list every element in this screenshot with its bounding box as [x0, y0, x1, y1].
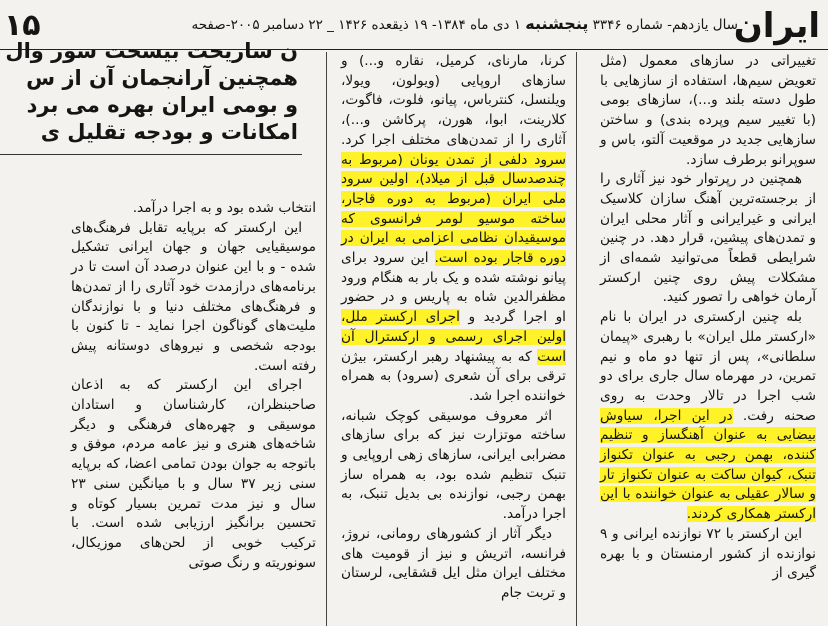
article-column-2 — [341, 52, 566, 604]
issue-date: ۱ دی ماه ۱۳۸۴- ۱۹ ذیقعده ۱۴۲۶ _ ۲۲ دسامبر ۲۰۰۵-صفحه — [191, 17, 521, 33]
paragraph: این ارکستر که برپایه تقابل فرهنگ‌های موسیقیایی جهان و جهان ایرانی تشکیل شده - و با این عنوان درصدد آن است تا در برنامه‌های درازمدت خود آثاری را از تمدن‌ها و فرهنگ‌های مختلف دنیا و با نوازندگان ملیت‌های گوناگون اجرا نماید - تا کنون با بودجه شخصی و نیروهای دوستانه پیش رفته است. — [71, 219, 316, 374]
highlighted-text: اجرای ارکستر ملل، اولین اجرای رسمی و ارکسترال آن است — [341, 309, 566, 365]
paragraph: اجرای این ارکستر که به اذعان صاحبنظران، کارشناسان و استادان موسیقی و چهره‌های فرهنگی و دیگر شاخه‌های هنری و نیز عامه مردم، موفق و باتوجه به جوان بودن تمامی اعضا، که برپایه سنی زیر ۳۷ سال و با میانگین سنی ۲۳ سال و نیز مدت تمرین بسیار کوتاه و تحسین برانگیز ارزیابی شده است. با ترکیب خوبی از لحن‌های موزیکال، سونوریته و رنگ صوتی — [71, 377, 317, 571]
column-divider — [576, 52, 577, 626]
paragraph: تغییراتی در سازهای معمول (مثل تعویض سیم‌ها، استفاده از سازهایی با طول دسته بلند و...)، سازهای بومی (با تغییر سیم وپرده بندی) و ساختن سازهایی جدید در موقعیت آلتو، باس و سوپرانو برطرف سازد. — [600, 53, 816, 168]
paragraph-text: کرنا، مارنای، کرمیل، نقاره و...) و سازهای اروپایی (ویولون، ویولا، ویلنسل، کنترباس، پیانو، فلوت، فاگوت، کلارینت، ابوا، هورن، پرکاشن و...)، آثاری را از تمدن‌های مختلف اجرا کرد. — [341, 53, 566, 148]
headline-line: امکانات و بودجه تقلیل ی — [40, 120, 298, 144]
paragraph-text: بله چنین ارکستری در ایران با نام «ارکستر ملل ایران» با رهبری «پیمان سلطانی»، پس از تنها دو ماه و نیم تمرین، در مهرماه سال جاری برای دو شب اجرا در تالار وحدت به روی صحنه رفت. — [600, 309, 816, 424]
newspaper-logo: ایران — [733, 6, 820, 46]
paragraph-text: این سرود برای پیانو نوشته شده و یک بار به هنگام ورود مظفرالدین شاه به پاریس و در حضور او اجرا گردید و — [341, 250, 566, 326]
paragraph: همچنین در رپرتوار خود نیز آثاری را از برجسته‌ترین آهنگ سازان کلاسیک ایرانی و غیرایرانی و آثار محلی ایران و تمدن‌های پیشین، قرار دهد. در چنین شرایطی قطعاً می‌توانید شمه‌ای از مشکلات پیش روی چنین ارکستر آرمان خواهی را تصور کنید. — [600, 171, 816, 306]
paragraph — [341, 52, 566, 407]
paragraph: این ارکستر با ۷۲ نوازنده ایرانی و ۹ نوازنده از کشور ارمنستان و با بهره گیری از — [600, 525, 816, 582]
issue-day: پنجشنبه — [525, 14, 589, 33]
page-number: ۱۵ — [4, 8, 41, 43]
paragraph: دیگر آثار از کشورهای رومانی، نروژ، فرانسه، اتریش و نیز از قومیت های مختلف ایران مثل ایل قشقایی، لرستان و تربت جام — [341, 525, 566, 601]
paragraph: انتخاب شده بود و به اجرا درآمد. — [132, 200, 316, 216]
issue-info — [191, 14, 738, 33]
column-divider — [326, 52, 327, 626]
headline-line: همچنین آرانجمان آن از س — [26, 66, 298, 90]
headline-line: ن ساريحت بيسحت سور وال — [5, 39, 298, 63]
article-column-1 — [600, 52, 816, 584]
paragraph-text: که به پیشنهاد رهبر ارکستر، بیژن ترقی برای آن شعری (سرود) به همراه خواننده اجرا شد. — [341, 348, 566, 404]
headline-line: و بومی ایران بهره می برد — [26, 93, 298, 117]
issue-number: سال یازدهم- شماره ۳۳۴۶ — [592, 17, 738, 33]
highlighted-text: در این اجرا، سیاوش بیضایی به عنوان آهنگساز و تنظیم کننده، بهمن رجبی به عنوان تکنواز تنبک، کیوان ساکت به عنوان تکنواز تار و سالار عقیلی به عنوان خواننده با این ارکستر همکاری کردند. — [600, 407, 816, 523]
highlighted-text: سرود دلفی از تمدن یونان (مربوط به چندصدسال قبل از میلاد)، اولین سرود ملی ایران (مربوط به دوره قاجار، ساخته موسیو لومر فرانسوی که موسیقیدان نظامی اعزامی به ایران در دوره قاجار بوده است. — [341, 151, 566, 267]
headline-rule — [0, 154, 302, 155]
paragraph: اثر معروف موسیقی کوچک شبانه، ساخته موتزارت نیز که برای سازهای مضرابی ایرانی، سازهای زهی اروپایی و تنبک تنظیم شده بود، به همراه ساز بهمن رجبی، نوازنده بی بدیل تنبک، به اجرا درآمد. — [341, 407, 566, 523]
article-column-3 — [71, 199, 316, 573]
paragraph — [600, 308, 816, 525]
headline-block — [0, 39, 316, 194]
